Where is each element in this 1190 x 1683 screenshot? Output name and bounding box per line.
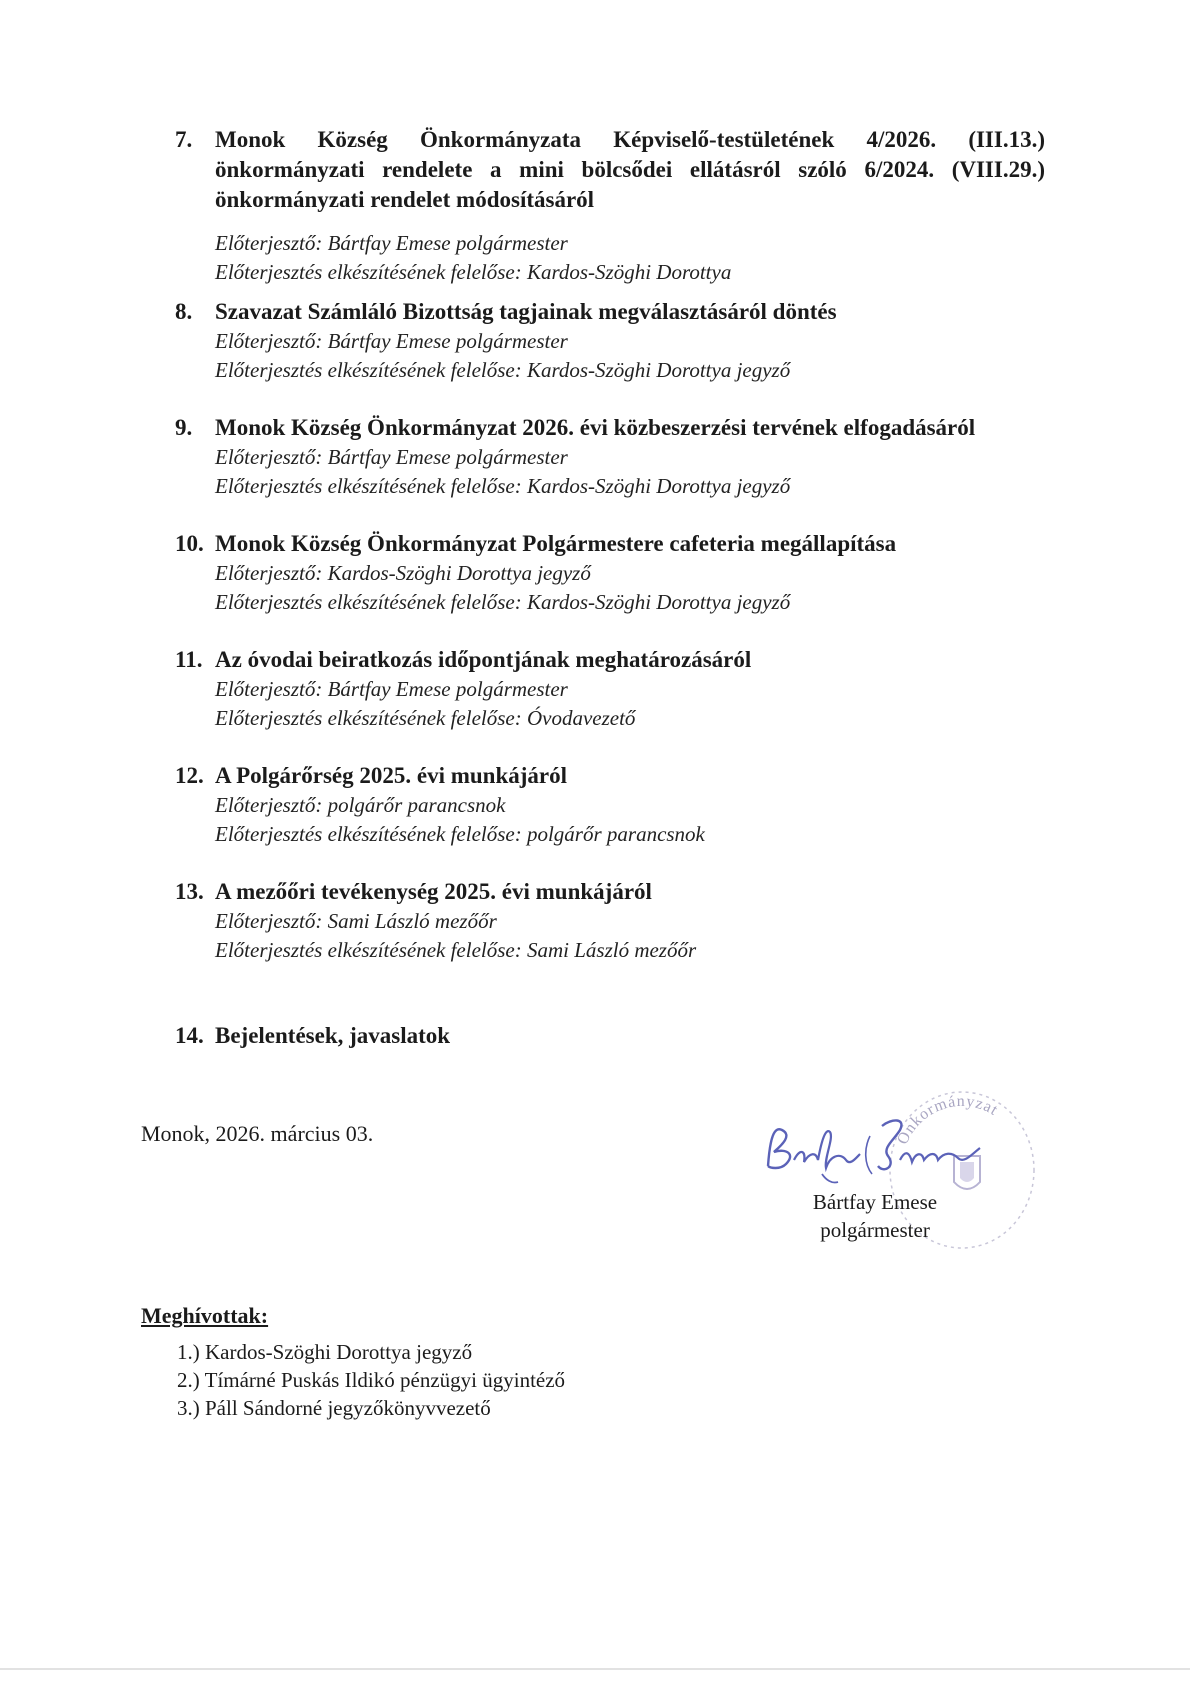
agenda-item-number: 14. [175, 1023, 204, 1048]
agenda-item-number: 9. [175, 415, 193, 440]
agenda-item [175, 877, 1045, 965]
invited-list [141, 1338, 841, 1422]
agenda-item [175, 529, 1045, 617]
place-and-date: Monok, 2026. március 03. [141, 1121, 374, 1146]
invited-section [141, 1302, 841, 1422]
agenda-item-title: Monok Község Önkormányzat Polgármestere cafeteria megállapítása [215, 531, 897, 556]
signature-block [760, 1078, 1040, 1258]
agenda-item-number: 7. [175, 127, 193, 152]
agenda-item-title: Az óvodai beiratkozás időpontjának meghatározásáról [215, 647, 752, 672]
agenda-item-presenter: Előterjesztő: polgárőr parancsnok [215, 793, 506, 817]
agenda-item-number: 11. [175, 647, 203, 672]
agenda-item-presenter: Előterjesztő: Bártfay Emese polgármester [215, 231, 568, 255]
agenda-item-responsible: Előterjesztés elkészítésének felelőse: Óvodavezető [215, 706, 636, 730]
agenda-item-title: Monok Község Önkormányzata Képviselő-testületének 4/2026. (III.13.) önkormányzati rendelete a mini bölcsődei ellátásról szóló 6/2024. (VIII.29.) önkormányzati rendelet módosításáról [215, 127, 1045, 212]
agenda-item-presenter: Előterjesztő: Bártfay Emese polgármester [215, 445, 568, 469]
invited-item: 2.) Tímárné Puskás Ildikó pénzügyi ügyintéző [177, 1368, 566, 1392]
agenda-item [175, 125, 1045, 287]
agenda-item-title: A Polgárőrség 2025. évi munkájáról [215, 763, 567, 788]
agenda-item-title: A mezőőri tevékenység 2025. évi munkájáról [215, 879, 652, 904]
agenda-item-presenter: Előterjesztő: Bártfay Emese polgármester [215, 677, 568, 701]
agenda-item-presenter: Előterjesztő: Kardos-Szöghi Dorottya jegyző [215, 561, 591, 585]
agenda-item-title: Bejelentések, javaslatok [215, 1023, 451, 1048]
signer-name: Bártfay Emese [812, 1190, 938, 1214]
agenda-list [175, 125, 1045, 1079]
agenda-item-responsible: Előterjesztés elkészítésének felelőse: Kardos-Szöghi Dorottya jegyző [215, 474, 791, 498]
invited-item: 1.) Kardos-Szöghi Dorottya jegyző [177, 1340, 473, 1364]
agenda-item-number: 13. [175, 879, 204, 904]
agenda-item [175, 297, 1045, 385]
agenda-item-responsible: Előterjesztés elkészítésének felelőse: Kardos-Szöghi Dorottya jegyző [215, 590, 791, 614]
agenda-item [175, 761, 1045, 849]
signer [780, 1188, 970, 1244]
handwritten-signature [760, 1108, 990, 1188]
signer-role: polgármester [820, 1218, 930, 1242]
agenda-item-responsible: Előterjesztés elkészítésének felelőse: Kardos-Szöghi Dorottya [215, 260, 732, 284]
invited-item: 3.) Páll Sándorné jegyzőkönyvvezető [177, 1396, 491, 1420]
agenda-item [175, 1021, 1045, 1051]
agenda-item-responsible: Előterjesztés elkészítésének felelőse: polgárőr parancsnok [215, 822, 705, 846]
agenda-item-title: Szavazat Számláló Bizottság tagjainak megválasztásáról döntés [215, 299, 837, 324]
agenda-item-title: Monok Község Önkormányzat 2026. évi közbeszerzési tervének elfogadásáról [215, 415, 976, 440]
agenda-item-responsible: Előterjesztés elkészítésének felelőse: Sami László mezőőr [215, 938, 697, 962]
agenda-item-number: 12. [175, 763, 204, 788]
invited-title: Meghívottak: [141, 1303, 269, 1328]
agenda-item-presenter: Előterjesztő: Bártfay Emese polgármester [215, 329, 568, 353]
scan-edge-line [0, 1668, 1190, 1670]
agenda-item-number: 10. [175, 531, 204, 556]
agenda-item [175, 413, 1045, 501]
agenda-item-responsible: Előterjesztés elkészítésének felelőse: Kardos-Szöghi Dorottya jegyző [215, 358, 791, 382]
agenda-item-presenter: Előterjesztő: Sami László mezőőr [215, 909, 497, 933]
agenda-item-number: 8. [175, 299, 193, 324]
agenda-item [175, 645, 1045, 733]
svg-text:Önkormányzat: Önkormányzat [894, 1092, 1002, 1148]
